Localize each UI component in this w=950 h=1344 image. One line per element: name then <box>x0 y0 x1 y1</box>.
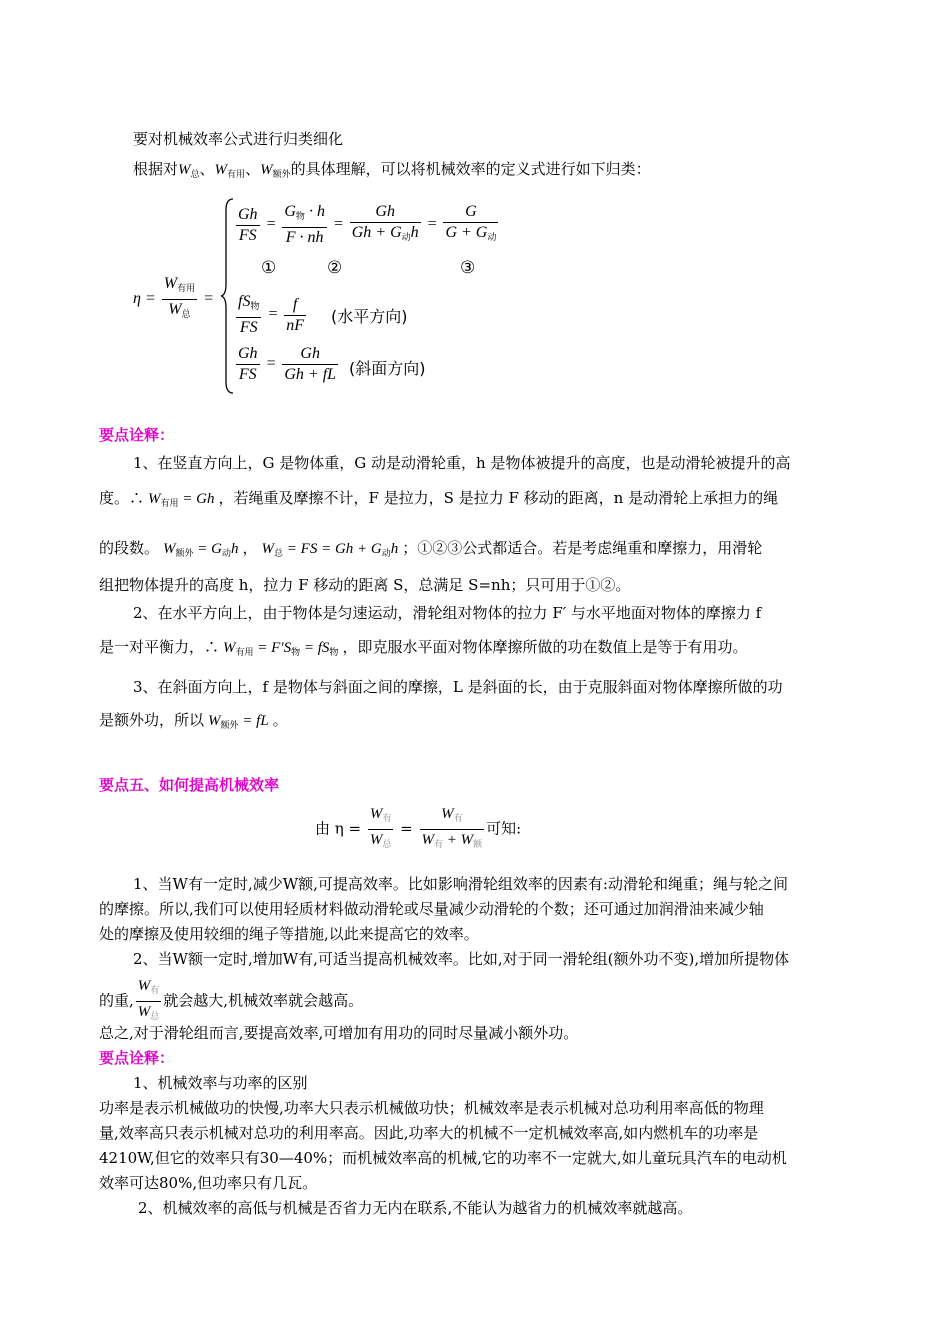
w-total: $W_总$ <box>178 162 200 180</box>
text-segment: ；①②③公式都适合。若是考虑绳重和摩擦力，用滑轮 <box>402 539 763 557</box>
t1-line-2: 的摩擦。所以,我们可以使用轻质材料做动滑轮或尽量减少动滑轮的个数；还可通过加润滑油来减少轴 <box>99 900 764 918</box>
s3-line-2 <box>99 709 288 737</box>
t3-line: 总之,对于滑轮组而言,要提高效率,可增加有用功的同时尽量减小额外功。 <box>99 1024 579 1042</box>
text-segment: 的段数。 <box>99 539 160 557</box>
t2-line-2: 的重, $\frac{W_有}{W_总}$ 就会越大,机械效率就会越高。 <box>99 978 364 1022</box>
text-segment: 由 η = <box>315 819 362 838</box>
formula-w-useful-gh: $W_{有用} = Gh$ <box>148 491 215 509</box>
s1-line-2 <box>99 487 778 515</box>
u2-line-3: 4210W,但它的效率只有30—40%；而机械效率高的机械,它的功率不一定就大,如儿童玩具汽车的电动机 <box>99 1149 787 1167</box>
s1-line-1: 1、在竖直方向上，G 是物体重，G 动是动滑轮重，h 是物体被提升的高度，也是动滑轮被提升的高 <box>133 454 791 472</box>
text-segment: ，即克服水平面对物体摩擦所做的功在数值上是等于有用功。 <box>342 638 748 656</box>
text-segment: ，若绳重及摩擦不计，F 是拉力，S 是拉力 F 移动的距离，n 是动滑轮上承担力的绳 <box>218 489 779 507</box>
text-segment: 可知: <box>486 819 522 838</box>
separator: 、 <box>199 160 215 178</box>
formula-vertical: $\frac{Gh}{FS}$ = $\frac{G_物 \cdot h}{F \cdot nh}$ = $\frac{Gh}{Gh + G_动h}$ = $\frac{G}{G + G_动}$ <box>238 203 497 246</box>
circle-1: ① <box>261 258 277 278</box>
left-brace <box>221 198 235 394</box>
intro-line-2 <box>133 158 651 186</box>
u2-line-2: 量,效率高只表示机械对总功的利用率高。因此,功率大的机械不一定机械效率高,如内燃机车的功率是 <box>99 1124 759 1142</box>
intro-line <box>133 128 343 150</box>
s3-line-1: 3、在斜面方向上，f 是物体与斜面之间的摩擦，L 是斜面的长，由于克服斜面对物体摩擦所做的功 <box>133 678 783 696</box>
eta-ratio-line: 由 η = $\frac{W_有}{W_总}$ = $\frac{W_有}{W_有 + W_额}$ 可知: <box>315 806 522 850</box>
u2-line-1: 功率是表示机械做功的快慢,功率大只表示机械做功快；机械效率是表示机械对总功利用率高低的物理 <box>99 1099 764 1117</box>
formula-w-extra-fl: $W_{额外}$ = fL <box>208 713 269 731</box>
circle-3: ③ <box>460 258 476 278</box>
t1-line-3: 处的摩擦及使用较细的绳子等措施,以此来提高它的效率。 <box>99 925 479 943</box>
text-segment: 的具体理解，可以将机械效率的定义式进行如下归类： <box>290 160 651 178</box>
intro-text: 要对机械效率公式进行归类细化 <box>133 130 344 148</box>
text-segment: 就会越大,机械效率就会越高。 <box>163 991 364 1010</box>
separator: 、 <box>245 160 261 178</box>
t1-line-1: 1、当W有一定时,减少W额,可提高效率。比如影响滑轮组效率的因素有:动滑轮和绳重；绳与轮之间 <box>133 875 788 893</box>
eta-definition: η = $\frac{W_{有用}}{W_总}$ = <box>133 275 214 320</box>
u3-line: 2、机械效率的高低与机械是否省力无内在联系,不能认为越省力的机械效率就越高。 <box>138 1199 693 1217</box>
circle-2: ② <box>327 258 343 278</box>
heading-key-points-2: 要点诠释： <box>99 1049 175 1067</box>
formula-incline: $\frac{Gh}{FS}$ = $\frac{Gh}{Gh + fL}$ <box>238 345 337 383</box>
text-segment: 根据对 <box>133 160 179 178</box>
separator: ， <box>242 539 258 557</box>
formula-horizontal: $\frac{fS_物}{FS}$ = $\frac{f}{nF}$ <box>238 293 305 336</box>
u2-line-4: 效率可达80%,但功率只有几瓦。 <box>99 1174 318 1192</box>
text-segment: 的重, <box>99 991 134 1010</box>
formula-w-extra: $W_{额外} = G_动h$ <box>163 541 239 559</box>
text-segment: 是额外功，所以 <box>99 711 205 729</box>
s2-line-1: 2、在水平方向上，由于物体是匀速运动，滑轮组对物体的拉力 F′ 与水平地面对物体的摩擦力 f <box>133 604 762 622</box>
w-useful: $W_{有用}$ <box>214 162 246 180</box>
w-extra: $W_{额外}$ <box>260 162 291 180</box>
u1-line: 1、机械效率与功率的区别 <box>133 1074 308 1092</box>
s2-line-2 <box>99 636 747 664</box>
formula-w-total: $W_总$ = FS = $Gh + G_动h$ <box>261 541 399 559</box>
heading-key-points-1: 要点诠释： <box>99 426 175 444</box>
text-segment: 度。∴ <box>99 489 145 507</box>
text-segment: 是一对平衡力，∴ <box>99 638 220 656</box>
s1-line-3 <box>99 537 762 565</box>
s1-line-4: 组把物体提升的高度 h，拉力 F 移动的距离 S，总满足 S=nh；只可用于①②。 <box>99 576 631 594</box>
heading-improve-efficiency: 要点五、如何提高机械效率 <box>99 776 280 794</box>
t2-line-1: 2、当W额一定时,增加W有,可适当提高机械效率。比如,对于同一滑轮组(额外功不变),增加所提物体 <box>133 950 790 968</box>
note-incline: (斜面方向) <box>349 359 426 378</box>
formula-w-useful-fs: $W_{有用} = F'S_物 = fS_物$ <box>223 640 339 658</box>
text-segment: 。 <box>272 711 288 729</box>
note-horizontal: (水平方向) <box>331 307 408 326</box>
